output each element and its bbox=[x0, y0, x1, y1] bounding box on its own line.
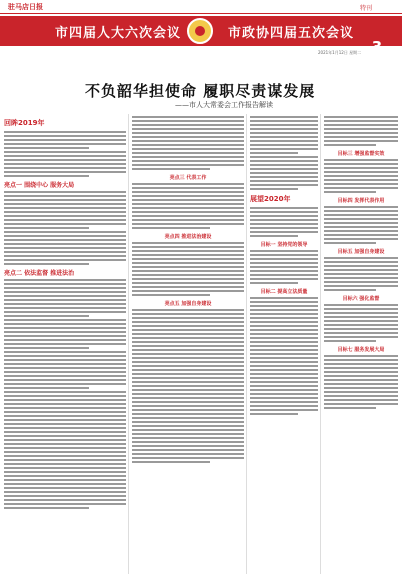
section-heading: 目标四 发挥代表作用 bbox=[337, 198, 385, 204]
banner-left-title: 市四届人大六次会议 bbox=[55, 26, 182, 41]
section-heading: 目标五 加强自身建设 bbox=[337, 249, 385, 255]
banner-right-title: 市政协四届五次会议 bbox=[228, 26, 355, 41]
top-bar bbox=[0, 0, 402, 14]
section-heading: 亮点四 推进法治建设 bbox=[164, 234, 212, 240]
column-4 bbox=[324, 114, 398, 574]
national-emblem-icon bbox=[187, 18, 213, 44]
page-subheadline: ——市人大常委会工作报告解读 bbox=[175, 101, 273, 109]
section-heading: 回眸2019年 bbox=[4, 119, 45, 127]
section-heading: 亮点五 加强自身建设 bbox=[164, 301, 212, 307]
section-heading: 展望2020年 bbox=[250, 195, 291, 203]
section-heading: 亮点二 依法监督 推进法治 bbox=[4, 270, 75, 277]
section-heading: 亮点三 代表工作 bbox=[169, 175, 207, 181]
dateline: 2021年1月12日 星期二 bbox=[318, 50, 362, 55]
article-body bbox=[4, 114, 398, 574]
section-heading: 目标二 提高立法质量 bbox=[260, 289, 308, 295]
section-heading: 目标七 服务发展大局 bbox=[337, 347, 385, 353]
page-number: 3 bbox=[371, 38, 383, 56]
column-2 bbox=[132, 114, 244, 574]
section-heading: 亮点一 围绕中心 服务大局 bbox=[4, 182, 75, 189]
column-1 bbox=[4, 114, 126, 574]
paper-logo: 驻马店日报 bbox=[8, 2, 43, 11]
page-headline: 不负韶华担使命 履职尽责谋发展 bbox=[85, 82, 316, 100]
section-heading: 目标一 坚持党的领导 bbox=[260, 242, 308, 248]
edition-tag: 特刊 bbox=[360, 5, 373, 12]
section-heading: 目标三 增强监督实效 bbox=[337, 151, 385, 157]
column-3 bbox=[250, 114, 318, 574]
section-heading: 目标六 强化监督 bbox=[342, 296, 380, 302]
